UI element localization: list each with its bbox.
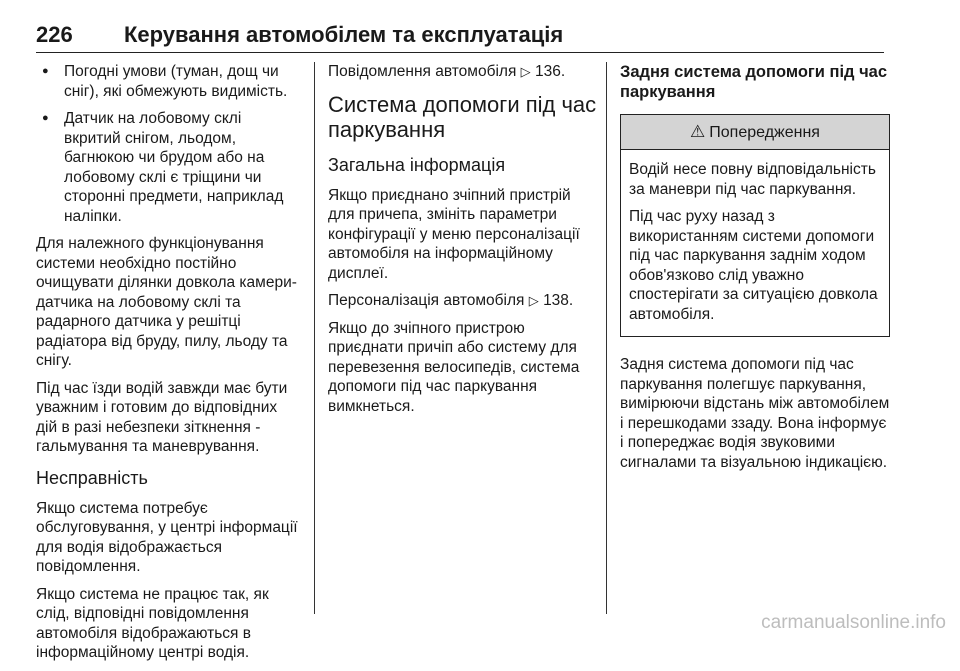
paragraph — [328, 62, 598, 82]
paragraph: Для належного функціонування системи необхідно постійно очищувати ділянки довкола камери-датчика на лобовому склі та радарного датчика у решітці радіатора від бруду, пилу, льоду та снігу. — [36, 235, 297, 369]
page-number: 226 — [36, 22, 73, 47]
paragraph — [328, 291, 598, 311]
warning-box — [620, 114, 890, 337]
paragraph: Задня система допомоги під час паркування полегшує паркування, вимірюючи відстань між автомобілем і перешкодами ззаду. Вона інформує і попереджає водія звуковими сигналами та візуальною індикацією. — [620, 356, 890, 471]
arrow-reference-icon: ▷ — [520, 64, 531, 79]
reference-text: Повідомлення автомобіля — [328, 63, 517, 80]
page-header — [36, 22, 884, 53]
section-title: Керування автомобілем та експлуатація — [124, 22, 564, 47]
list-item: ● Погодні умови (туман, дощ чи сніг), які обмежують видимість. — [36, 62, 300, 101]
paragraph: Під час руху назад з використанням системи допомоги під час паркування заднім ходом обов'язково слід уважно спостерігати за ситуацією довкола автомобіля. — [629, 208, 878, 323]
column-middle — [328, 62, 598, 424]
list-item: ● Датчик на лобовому склі вкритий снігом, льодом, багнюкою чи брудом або на лобовому склі є тріщини чи сторонні предмети, наприклад наліпки. — [36, 109, 300, 226]
reference-page[interactable]: 136. — [534, 63, 566, 80]
watermark: carmanualsonline.info — [761, 612, 946, 633]
paragraph: Під час їзди водій завжди має бути уважним і готовим до відповідних дій в разі небезпеки зіткнення - гальмування та маневрування. — [36, 379, 288, 455]
condition-list — [36, 62, 300, 226]
heading-parking-assist: Система допомоги під час паркування — [328, 91, 597, 142]
column-left — [36, 62, 300, 671]
reference-page[interactable]: 138. — [543, 292, 574, 309]
column-divider — [314, 62, 315, 614]
warning-triangle-icon: ⚠ — [690, 122, 706, 141]
reference-text: Персоналізація автомобіля — [328, 292, 525, 309]
warning-header — [621, 115, 889, 150]
heading-malfunction: Несправність — [36, 467, 148, 488]
warning-title: Попередження — [709, 124, 820, 141]
paragraph: Якщо система не працює так, як слід, відповідні повідомлення автомобіля відображаються в інформаційному центрі водія. — [36, 585, 269, 661]
column-right — [620, 62, 890, 480]
heading-rear-parking-assist: Задня система допомоги під час паркування — [620, 63, 888, 101]
paragraph: Якщо до зчіпного пристрою приєднати причіп або систему для перевезення велосипедів, система допомоги під час паркування вимкнеться. — [328, 319, 580, 415]
paragraph: Якщо приєднано зчіпний пристрій для причепа, змініть параметри конфігурації у меню персоналізації автомобіля на інформаційному дисплеї. — [328, 186, 580, 282]
subheading-general-info: Загальна інформація — [328, 154, 506, 175]
warning-body — [621, 150, 889, 336]
column-divider — [606, 62, 607, 614]
paragraph: Водій несе повну відповідальність за маневри під час паркування. — [629, 161, 876, 198]
paragraph: Якщо система потребує обслуговування, у центрі інформації для водія відображається повідомлення. — [36, 499, 298, 575]
arrow-reference-icon: ▷ — [528, 293, 539, 308]
